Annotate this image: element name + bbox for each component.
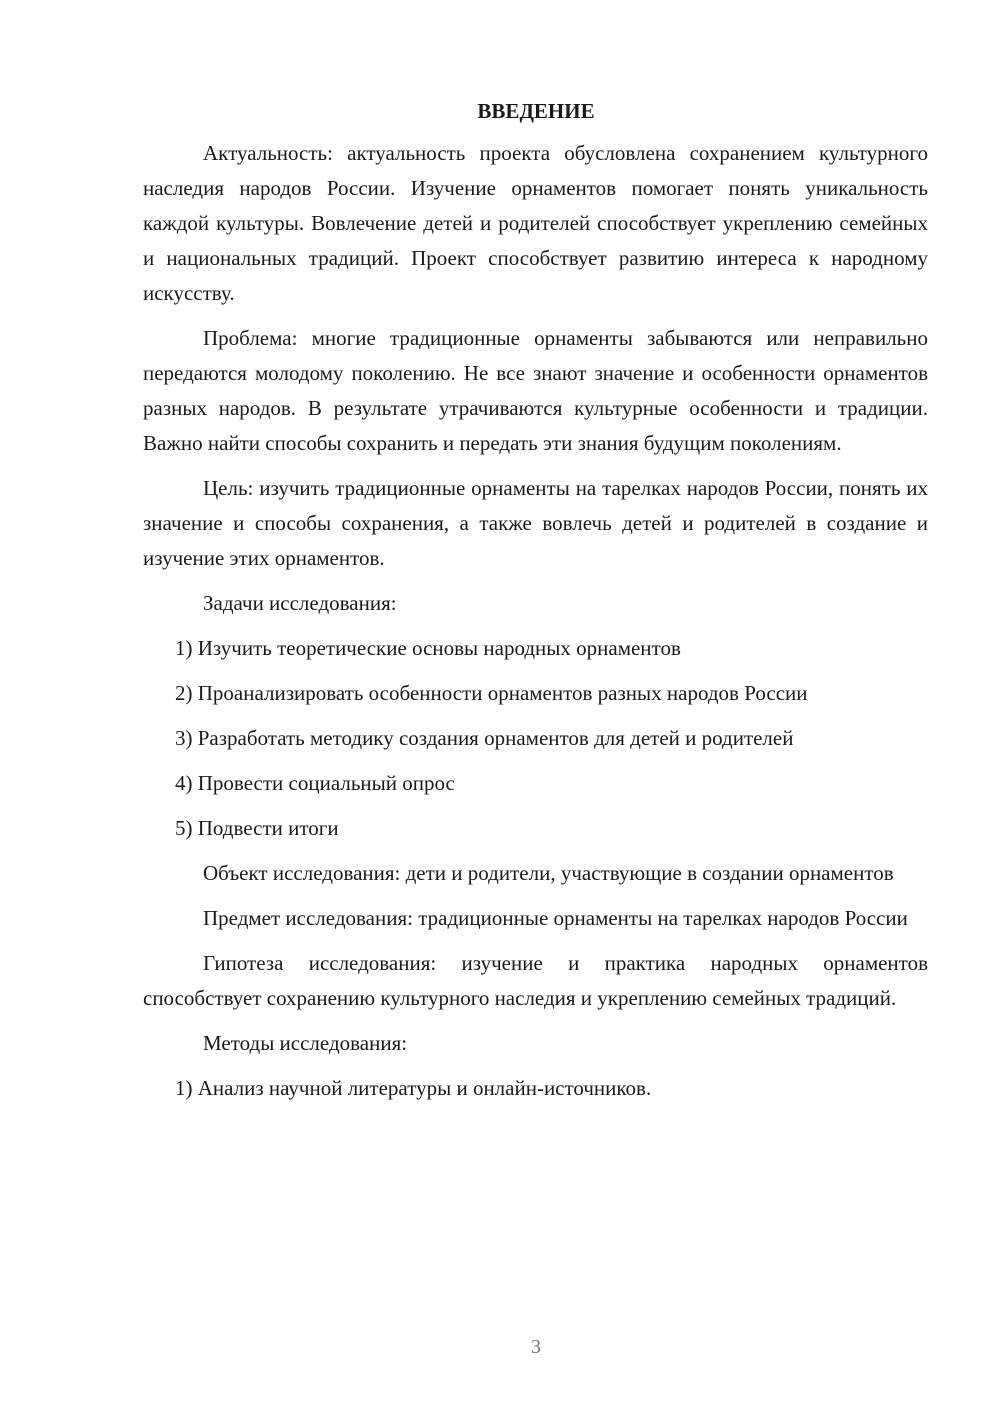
tasks-title: Задачи исследования: [203,591,397,615]
task-item-2: 2) Проанализировать особенности орнаментов разных народов России [175,681,808,705]
goal-paragraph: Цель: изучить традиционные орнаменты на тарелках народов России, понять их значение и способы сохранения, а также вовлечь детей и родителей в создание и изучение этих орнаментов. [143,476,928,570]
section-heading: ВВЕДЕНИЕ [477,99,595,123]
task-item-3: 3) Разработать методику создания орнаментов для детей и родителей [175,726,794,750]
object-paragraph: Объект исследования: дети и родители, участвующие в создании орнаментов [203,861,894,885]
methods-title: Методы исследования: [203,1031,408,1055]
page-number: 3 [531,1336,541,1358]
document-page [143,96,928,1116]
task-item-1: 1) Изучить теоретические основы народных орнаментов [175,636,681,660]
subject-paragraph: Предмет исследования: традиционные орнаменты на тарелках народов России [203,906,908,930]
relevance-paragraph: Актуальность: актуальность проекта обусловлена сохранением культурного наследия народов России. Изучение орнаментов помогает понять уникальность каждой культуры. Вовлечение детей и родителей способствует укреплению семейных и национальных традиций. Проект способствует развитию интереса к народному искусству. [143,141,928,305]
method-item-1: 1) Анализ научной литературы и онлайн-источников. [175,1076,652,1100]
task-item-5: 5) Подвести итоги [175,816,339,840]
hypothesis-paragraph: Гипотеза исследования: изучение и практика народных орнаментов способствует сохранению культурного наследия и укреплению семейных традиций. [143,951,928,1010]
task-item-4: 4) Провести социальный опрос [175,771,455,795]
problem-paragraph: Проблема: многие традиционные орнаменты забываются или неправильно передаются молодому поколению. Не все знают значение и особенности орнаментов разных народов. В результате утрачиваются культурные особенности и традиции. Важно найти способы сохранить и передать эти знания будущим поколениям. [143,326,928,455]
